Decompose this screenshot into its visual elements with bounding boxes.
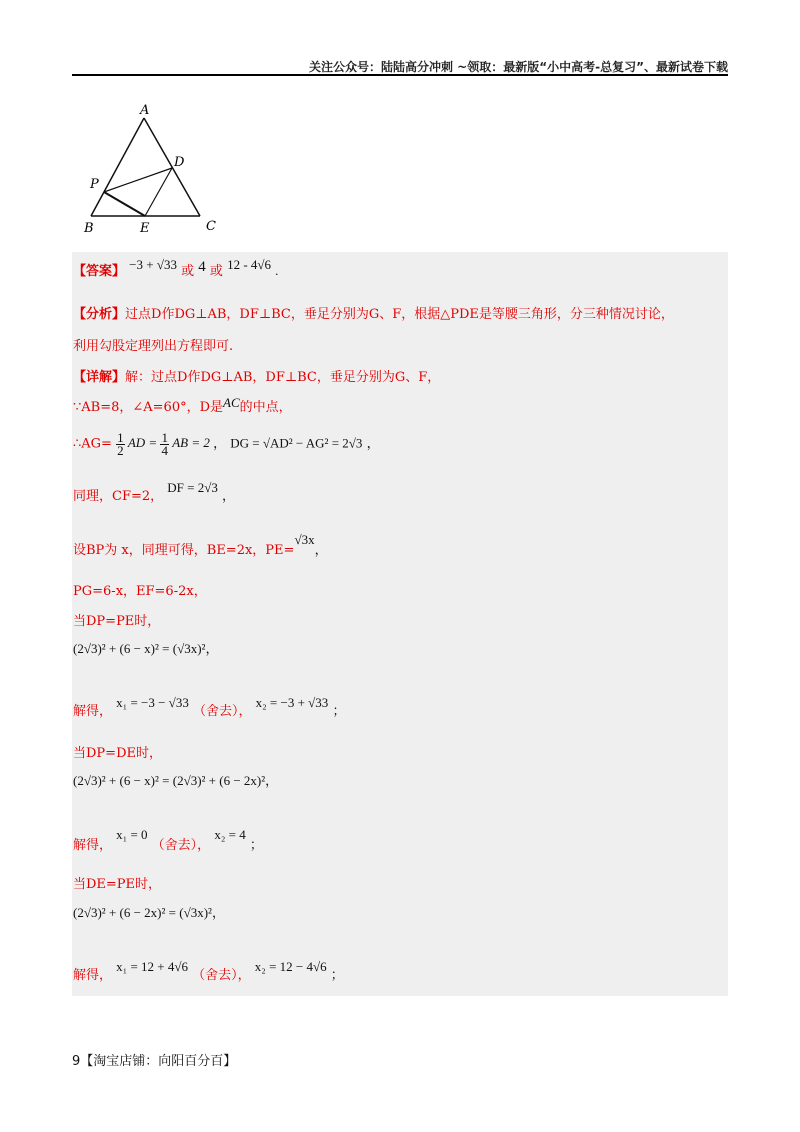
step-4-comma: ， (314, 543, 328, 558)
vertex-label-b: B (84, 221, 94, 236)
footer-text: 【淘宝店铺：向阳百分百】 (80, 1054, 237, 1069)
step-1-text: ∵AB=8，∠A=60°，D是 (73, 400, 224, 415)
case-3-solution (73, 959, 344, 985)
frac-2-denominator: 4 (161, 443, 168, 458)
case-2-equation (73, 772, 278, 791)
vertex-label-p: P (90, 177, 99, 192)
page-number: 9 (72, 1054, 81, 1069)
step-2 (73, 432, 380, 457)
analysis-line-2: 利用勾股定理列出方程即可. (73, 339, 234, 354)
solution-panel (72, 252, 728, 996)
solution-1-prefix: 解得， (73, 704, 113, 719)
vertex-label-a: A (140, 103, 150, 118)
step-4 (73, 532, 328, 560)
answer-tag: 【答案】 (73, 264, 126, 279)
solution-1-rejected: （舍去）， (192, 704, 252, 719)
answer-end: . (275, 263, 279, 278)
step-3-text: 同理，CF=2， (73, 489, 164, 504)
step-5: PG=6-x，EF=6-2x， (73, 584, 207, 599)
solution-3-x2: x₂ = 12 − 4√6 (254, 959, 327, 974)
step-2-prefix: ∴AG= (73, 436, 112, 452)
page-footer (72, 1050, 236, 1069)
solution-2-rejected: （舍去）， (151, 838, 211, 853)
detail-text: 解：过点D作DG⊥AB，DF⊥BC，垂足分别为G、F， (125, 370, 441, 385)
step-2-ad: AD = (127, 435, 158, 451)
solution-2-x1: x₁ = 0 (116, 827, 148, 842)
solution-1-x1: x₁ = −3 − √33 (116, 695, 189, 710)
answer-or-1: 或 (181, 264, 195, 279)
solution-2-x2: x₂ = 4 (214, 827, 246, 842)
step-1-suffix: 的中点， (239, 400, 292, 415)
case-1-solution (73, 695, 346, 721)
frac-2-numerator: 1 (161, 430, 168, 445)
case-3-equation (73, 904, 225, 923)
step-2-comma-1: ， (213, 436, 227, 452)
solution-3-prefix: 解得， (73, 968, 113, 983)
answer-value-1: −3 + √33 (129, 257, 177, 272)
step-2-comma-2: ， (366, 436, 380, 452)
step-3-df-expression: DF = 2√3 (167, 480, 218, 495)
solution-2-end: ； (249, 838, 263, 853)
vertex-label-e: E (140, 221, 150, 236)
vertex-label-d: D (174, 155, 185, 170)
solution-3-rejected: （舍去）， (192, 968, 251, 983)
detail-line (73, 369, 440, 387)
step-1 (73, 395, 292, 417)
equation-3-end: ， (211, 906, 225, 921)
analysis-line-1 (73, 306, 674, 324)
equation-2: (2√3)² + (6 − x)² = (2√3)² + (6 − 2x)² (73, 773, 266, 788)
equation-2-end: ， (265, 774, 279, 789)
step-2-fraction-expression (116, 430, 213, 458)
answer-value-2: 4 (198, 259, 206, 275)
equation-3: (2√3)² + (6 − 2x)² = (√3x)² (73, 905, 212, 920)
solution-2-prefix: 解得， (73, 838, 113, 853)
solution-1-end: ； (332, 704, 346, 719)
solution-3-x1: x₁ = 12 + 4√6 (116, 959, 188, 974)
header-rule (72, 74, 728, 76)
step-4-pe-expression: √3x (294, 532, 315, 547)
case-1-equation (73, 640, 218, 659)
solution-3-end: ； (330, 968, 344, 983)
answer-or-2: 或 (209, 264, 223, 279)
analysis-tag: 【分析】 (73, 307, 126, 322)
analysis-text-1: 过点D作DG⊥AB，DF⊥BC，垂足分别为G、F，根据△PDE是等腰三角形，分三种情况讨论， (125, 307, 674, 322)
equation-1: (2√3)² + (6 − x)² = (√3x)² (73, 641, 206, 656)
step-1-segment: AC (223, 395, 240, 410)
step-2-dg-expression: DG = √AD² − AG² = 2√3 (230, 435, 363, 451)
frac-1-numerator: 1 (117, 430, 124, 445)
case-3-heading: 当DE=PE时， (73, 877, 162, 892)
case-1-heading: 当DP=PE时， (73, 614, 161, 629)
triangle-figure (78, 98, 228, 238)
answer-line (73, 257, 279, 281)
detail-tag: 【详解】 (73, 370, 126, 385)
case-2-heading: 当DP=DE时， (73, 746, 162, 761)
vertex-label-c: C (206, 219, 216, 234)
frac-1-denominator: 2 (117, 443, 124, 458)
solution-1-x2: x₂ = −3 + √33 (255, 695, 329, 710)
case-2-solution (73, 827, 263, 855)
step-3-comma: ， (222, 489, 236, 504)
step-2-ab: AB = 2 (172, 435, 210, 451)
step-4-text: 设BP为 x，同理可得，BE=2x，PE= (73, 543, 295, 558)
equation-1-end: ， (205, 642, 219, 657)
page-header: 关注公众号：陆陆高分冲刺 ~领取：最新版“小中高考-总复习”、最新试卷下载 (309, 60, 728, 74)
step-3 (73, 480, 236, 506)
answer-value-3: 12 - 4√6 (227, 257, 272, 272)
